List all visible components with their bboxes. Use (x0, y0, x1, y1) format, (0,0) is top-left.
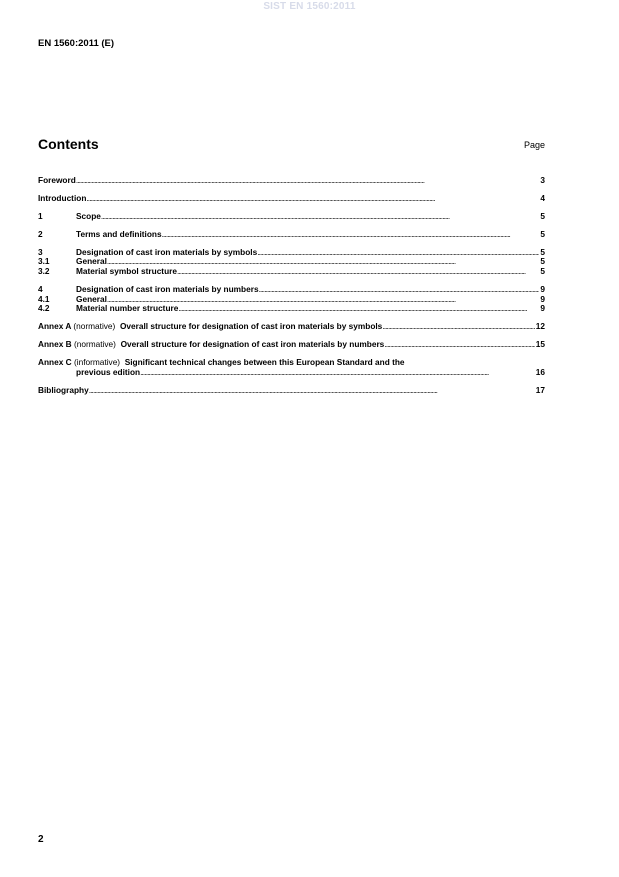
contents-title: Contents (38, 136, 99, 152)
toc-entry-page: 9 (540, 303, 545, 314)
toc-entry-number: 4.2 (38, 303, 50, 314)
toc-entry-title: Bibliography (38, 384, 89, 395)
toc-entry-title: Designation of cast iron materials by numbers (76, 283, 259, 294)
toc-entry-foreword[interactable] (38, 176, 545, 186)
dot-leader (382, 322, 534, 332)
toc-entry-page: 4 (540, 192, 545, 203)
dot-leader (259, 285, 540, 295)
page-number: 2 (38, 834, 44, 845)
annex-title: Overall structure for designation of cast iron materials by symbols (119, 321, 383, 332)
toc-entry-title: Terms and definitions (76, 228, 162, 239)
toc-entry-page: 5 (540, 256, 545, 267)
toc-entry-number: 3.1 (38, 256, 50, 267)
toc-entry-symbols[interactable] (38, 248, 545, 258)
toc-annex-b[interactable] (38, 340, 545, 350)
watermark: SIST EN 1560:2011 (263, 1, 356, 12)
annex-title: Overall structure for designation of cast iron materials by numbers (120, 339, 385, 350)
annex-type: (informative) (73, 356, 121, 367)
toc-entry-title: Introduction (38, 192, 87, 203)
toc-entry-number: 4 (38, 283, 43, 294)
annex-type: (normative) (73, 339, 116, 350)
toc-entry-page: 9 (540, 283, 545, 294)
toc-annex-c[interactable] (38, 358, 545, 377)
toc-entry-number-structure[interactable] (38, 304, 545, 314)
annex-title-continuation: previous edition (76, 366, 141, 377)
toc-entry-title: Material number structure (76, 303, 179, 314)
annex-title: Significant technical changes between this European Standard and the (124, 356, 405, 367)
toc-entry-page: 16 (535, 366, 545, 377)
toc-entry-page: 12 (535, 321, 545, 332)
toc-entry-bibliography[interactable] (38, 386, 545, 396)
toc-entry-title: General (76, 256, 107, 267)
annex-label: Annex C (38, 356, 72, 367)
toc-entry-title: Scope (76, 210, 101, 221)
toc-entry-page: 17 (535, 384, 545, 395)
annex-label: Annex B (38, 339, 72, 350)
dot-leader (140, 368, 535, 378)
toc-entry-number: 2 (38, 228, 43, 239)
toc-entry-number: 1 (38, 210, 43, 221)
toc-annex-a[interactable] (38, 322, 545, 332)
toc-entry-page: 15 (535, 339, 545, 350)
dot-leader (162, 230, 540, 240)
dot-leader (86, 194, 539, 204)
dot-leader (177, 267, 539, 277)
toc-entry-title: Material symbol structure (76, 265, 177, 276)
dot-leader (384, 340, 534, 350)
toc-entry-number: 4.1 (38, 293, 50, 304)
toc-entry-scope[interactable] (38, 212, 545, 222)
toc-entry-numbers[interactable] (38, 285, 545, 295)
annex-type: (normative) (73, 321, 116, 332)
dot-leader (257, 248, 539, 258)
toc-entry-terms[interactable] (38, 230, 545, 240)
toc-entry-page: 5 (540, 228, 545, 239)
toc-entry-number: 3 (38, 246, 43, 257)
annex-label: Annex A (38, 321, 72, 332)
toc-entry-title: General (76, 293, 107, 304)
toc-entry-number: 3.2 (38, 265, 50, 276)
page-column-label: Page (523, 140, 545, 150)
document-id: EN 1560:2011 (E) (38, 38, 115, 49)
toc-entry-page: 5 (540, 265, 545, 276)
toc-entry-introduction[interactable] (38, 194, 545, 204)
dot-leader (89, 386, 535, 396)
toc-entry-symbol-structure[interactable] (38, 267, 545, 277)
toc-entry-title: Designation of cast iron materials by symbols (76, 246, 258, 257)
dot-leader (178, 304, 539, 314)
toc-entry-page: 3 (540, 175, 545, 185)
toc-entry-page: 5 (540, 210, 545, 221)
toc-entry-title: Foreword (38, 175, 76, 185)
dot-leader (101, 212, 539, 222)
toc-entry-page: 5 (540, 246, 545, 257)
table-of-contents (38, 176, 545, 395)
dot-leader (76, 176, 540, 186)
toc-entry-page: 9 (540, 293, 545, 304)
